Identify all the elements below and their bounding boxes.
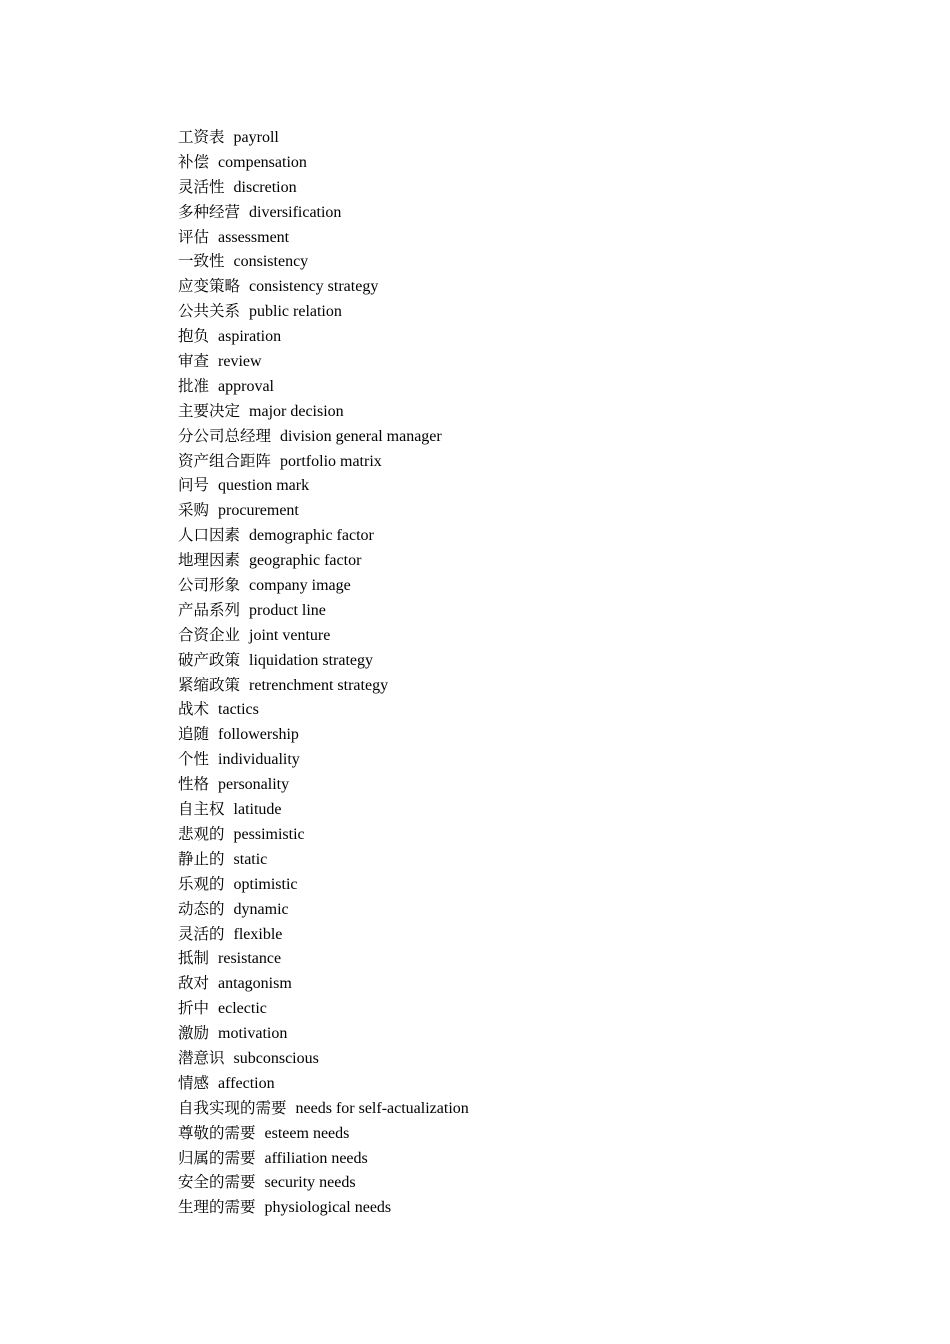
glossary-entry (178, 1195, 469, 1220)
chinese-term: 折中 (178, 999, 210, 1018)
chinese-term: 抱负 (178, 327, 210, 346)
glossary-entry (178, 200, 469, 225)
english-term: static (233, 850, 268, 868)
english-term: demographic factor (249, 527, 374, 545)
english-term: eclectic (218, 1000, 267, 1018)
english-term: diversification (249, 203, 342, 221)
chinese-term: 静止的 (178, 849, 225, 868)
chinese-term: 动态的 (178, 899, 225, 918)
english-term: needs for self-actualization (295, 1099, 469, 1117)
chinese-term: 产品系列 (178, 600, 241, 619)
english-term: division general manager (280, 427, 442, 445)
glossary-entry (178, 523, 469, 548)
chinese-term: 自主权 (178, 800, 225, 819)
glossary-entry (178, 922, 469, 947)
english-term: discretion (233, 178, 297, 196)
glossary-entry (178, 150, 469, 175)
chinese-term: 采购 (178, 501, 210, 520)
chinese-term: 批准 (178, 376, 210, 395)
chinese-term: 尊敬的需要 (178, 1123, 256, 1142)
glossary-entry (178, 946, 469, 971)
glossary-entry (178, 424, 469, 449)
glossary-entry (178, 249, 469, 274)
english-term: retrenchment strategy (249, 676, 389, 694)
english-term: antagonism (218, 975, 292, 993)
english-term: geographic factor (249, 552, 362, 570)
english-term: approval (218, 377, 274, 395)
chinese-term: 资产组合距阵 (178, 451, 272, 470)
chinese-term: 激励 (178, 1024, 210, 1043)
glossary-entry (178, 722, 469, 747)
glossary-entry (178, 1170, 469, 1195)
english-term: motivation (218, 1025, 288, 1043)
chinese-term: 地理因素 (178, 551, 241, 570)
glossary-entry (178, 872, 469, 897)
chinese-term: 补偿 (178, 152, 210, 171)
chinese-term: 多种经营 (178, 202, 241, 221)
english-term: security needs (264, 1174, 356, 1192)
glossary-entry (178, 697, 469, 722)
glossary-entry (178, 747, 469, 772)
glossary-entry (178, 623, 469, 648)
english-term: procurement (218, 502, 299, 520)
glossary-entry (178, 673, 469, 698)
english-term: review (218, 353, 262, 371)
glossary-entry (178, 548, 469, 573)
english-term: consistency strategy (249, 278, 379, 296)
chinese-term: 主要决定 (178, 401, 241, 420)
glossary-entry (178, 847, 469, 872)
english-term: personality (218, 776, 290, 794)
glossary-entry (178, 473, 469, 498)
english-term: product line (249, 601, 326, 619)
chinese-term: 灵活的 (178, 924, 225, 943)
glossary-entry (178, 971, 469, 996)
chinese-term: 合资企业 (178, 625, 241, 644)
glossary-entry (178, 399, 469, 424)
chinese-term: 性格 (178, 775, 210, 794)
chinese-term: 评估 (178, 227, 210, 246)
chinese-term: 人口因素 (178, 526, 241, 545)
glossary-entry (178, 175, 469, 200)
chinese-term: 安全的需要 (178, 1173, 256, 1192)
chinese-term: 归属的需要 (178, 1148, 256, 1167)
glossary-entry (178, 324, 469, 349)
chinese-term: 紧缩政策 (178, 675, 241, 694)
glossary-entry (178, 125, 469, 150)
glossary-entry (178, 1096, 469, 1121)
glossary-list (178, 125, 469, 1220)
chinese-term: 公共关系 (178, 302, 241, 321)
english-term: resistance (218, 950, 282, 968)
glossary-entry (178, 299, 469, 324)
chinese-term: 公司形象 (178, 576, 241, 595)
glossary-entry (178, 374, 469, 399)
english-term: physiological needs (264, 1199, 392, 1217)
glossary-entry (178, 1146, 469, 1171)
english-term: tactics (218, 701, 259, 719)
chinese-term: 战术 (178, 700, 210, 719)
chinese-term: 个性 (178, 750, 210, 769)
english-term: question mark (218, 477, 310, 495)
english-term: public relation (249, 303, 342, 321)
chinese-term: 追随 (178, 725, 210, 744)
chinese-term: 破产政策 (178, 650, 241, 669)
english-term: consistency (233, 253, 309, 271)
chinese-term: 一致性 (178, 252, 225, 271)
chinese-term: 自我实现的需要 (178, 1098, 287, 1117)
glossary-entry (178, 225, 469, 250)
glossary-entry (178, 274, 469, 299)
glossary-entry (178, 498, 469, 523)
english-term: payroll (233, 129, 279, 146)
english-term: latitude (233, 801, 282, 819)
glossary-entry (178, 1021, 469, 1046)
glossary-entry (178, 598, 469, 623)
english-term: subconscious (233, 1049, 319, 1067)
english-term: assessment (218, 228, 290, 246)
english-term: followership (218, 726, 299, 744)
english-term: dynamic (233, 900, 289, 918)
english-term: affection (218, 1074, 275, 1092)
glossary-entry (178, 1121, 469, 1146)
english-term: flexible (233, 925, 283, 943)
chinese-term: 分公司总经理 (178, 426, 272, 445)
chinese-term: 应变策略 (178, 277, 241, 296)
glossary-entry (178, 772, 469, 797)
chinese-term: 敌对 (178, 974, 210, 993)
english-term: affiliation needs (264, 1149, 368, 1167)
glossary-entry (178, 1046, 469, 1071)
english-term: pessimistic (233, 825, 305, 843)
english-term: portfolio matrix (280, 452, 382, 470)
english-term: compensation (218, 153, 307, 171)
glossary-entry (178, 449, 469, 474)
english-term: company image (249, 577, 351, 595)
english-term: esteem needs (264, 1124, 350, 1142)
glossary-entry (178, 573, 469, 598)
glossary-entry (178, 897, 469, 922)
chinese-term: 抵制 (178, 949, 210, 968)
glossary-entry (178, 648, 469, 673)
glossary-entry (178, 349, 469, 374)
english-term: major decision (249, 402, 344, 420)
chinese-term: 乐观的 (178, 874, 225, 893)
chinese-term: 问号 (178, 476, 210, 495)
chinese-term: 灵活性 (178, 177, 225, 196)
glossary-entry (178, 996, 469, 1021)
english-term: aspiration (218, 328, 282, 346)
chinese-term: 悲观的 (178, 824, 225, 843)
chinese-term: 潜意识 (178, 1048, 225, 1067)
glossary-entry (178, 797, 469, 822)
glossary-entry (178, 1071, 469, 1096)
chinese-term: 工资表 (178, 128, 225, 146)
english-term: individuality (218, 751, 300, 769)
english-term: liquidation strategy (249, 651, 373, 669)
chinese-term: 审查 (178, 352, 210, 371)
english-term: joint venture (249, 626, 331, 644)
english-term: optimistic (233, 875, 298, 893)
glossary-entry (178, 822, 469, 847)
chinese-term: 生理的需要 (178, 1198, 256, 1217)
chinese-term: 情感 (178, 1073, 210, 1092)
